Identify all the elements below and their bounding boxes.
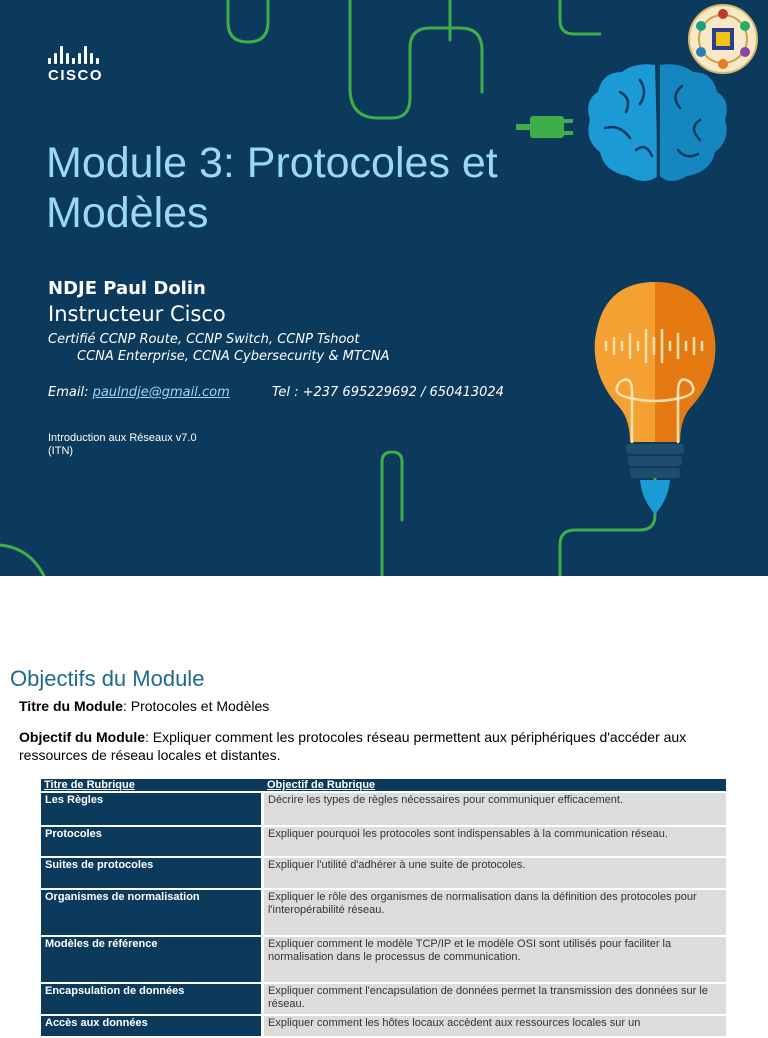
course-name	[48, 432, 197, 458]
page-title: Module 3: Protocoles et Modèles	[46, 139, 498, 237]
table-row	[41, 858, 726, 888]
module-objective-label: Objectif du Module	[19, 729, 145, 745]
row-objectif: Expliquer pourquoi les protocoles sont indispensables à la communication réseau.	[264, 827, 726, 856]
module-title-value: : Protocoles et Modèles	[122, 698, 270, 714]
cisco-wordmark: CISCO	[48, 67, 104, 84]
course-line-1: Introduction aux Réseaux v7.0	[48, 432, 197, 444]
objectives-table	[41, 777, 726, 1038]
table-row	[41, 937, 726, 982]
row-rubrique: Suites de protocoles	[41, 858, 264, 888]
table-header-row	[41, 779, 726, 791]
table-row	[41, 1016, 726, 1036]
table-row	[41, 827, 726, 856]
contact-info	[48, 385, 504, 400]
row-objectif: Décrire les types de règles nécessaires pour communiquer efficacement.	[264, 793, 726, 825]
email-link[interactable]: paulndje@gmail.com	[92, 385, 230, 400]
plug-icon	[516, 116, 573, 138]
row-objectif: Expliquer le rôle des organismes de normalisation dans la définition des protocoles pour l'interopérabilité réseau.	[264, 890, 726, 935]
row-rubrique: Les Règles	[41, 793, 264, 825]
row-objectif: Expliquer comment l'encapsulation de données permet la transmission des données sur le réseau.	[264, 984, 726, 1014]
table-row	[41, 984, 726, 1014]
course-line-2: (ITN)	[48, 445, 74, 457]
row-objectif: Expliquer comment les hôtes locaux accèdent aux ressources locales sur un	[264, 1016, 726, 1036]
row-rubrique: Encapsulation de données	[41, 984, 264, 1014]
row-rubrique: Accès aux données	[41, 1016, 264, 1036]
certifications-line-1: Certifié CCNP Route, CCNP Switch, CCNP Tshoot	[48, 332, 360, 347]
row-objectif: Expliquer comment le modèle TCP/IP et le modèle OSI sont utilisés pour faciliter la normalisation dans le processus de communication.	[264, 937, 726, 982]
objectives-title: Objectifs du Module	[10, 666, 205, 691]
brain-icon	[588, 64, 727, 181]
row-objectif: Expliquer l'utilité d'adhérer à une suite de protocoles.	[264, 858, 726, 888]
header-objectif: Objectif de Rubrique	[264, 779, 726, 791]
cisco-logo	[48, 44, 103, 84]
table-row	[41, 793, 726, 825]
header-rubrique: Titre de Rubrique	[41, 779, 264, 791]
author-role: Instructeur Cisco	[48, 302, 226, 326]
module-objective-value: : Expliquer comment les protocoles réseau permettent aux périphériques d'accéder aux ressources de réseau locales et distantes.	[19, 729, 687, 763]
objectives-slide	[0, 640, 768, 1029]
module-title-line	[19, 698, 269, 714]
table-row	[41, 890, 726, 935]
certifications-line-2: CCNA Enterprise, CCNA Cybersecurity & MTCNA	[77, 349, 390, 364]
emblem-badge-icon	[688, 4, 758, 74]
module-objective-line	[19, 728, 719, 764]
phone-number: Tel : +237 695229692 / 650413024	[272, 385, 504, 400]
author-name: NDJE Paul Dolin	[48, 278, 206, 299]
cisco-bars-icon	[48, 44, 103, 64]
row-rubrique: Modèles de référence	[41, 937, 264, 982]
module-title-label: Titre du Module	[19, 698, 123, 714]
row-rubrique: Organismes de normalisation	[41, 890, 264, 935]
row-rubrique: Protocoles	[41, 827, 264, 856]
certifications	[48, 331, 389, 365]
email-label: Email:	[48, 385, 89, 400]
